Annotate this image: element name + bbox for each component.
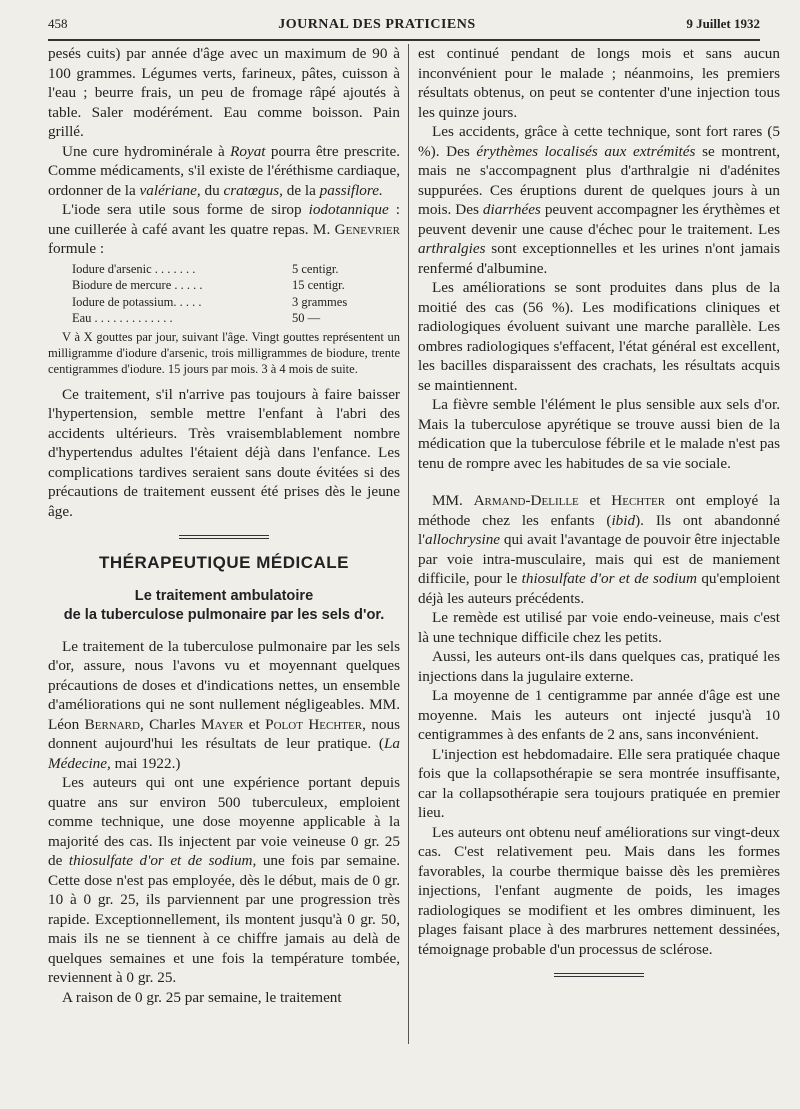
issue-date: 9 Juillet 1932 bbox=[686, 16, 760, 31]
paragraph: Les auteurs ont obtenu neuf améliorations sur vingt-deux cas. C'est relativement peu. Mais dans les formes favorables, la courbe thermique baisse dès les premières injections, l'enfant augmente de poids, les images radiologiques se modifient et les ombres diminuent, les plages faisant place à des marbrures nettement dessinées, témoignage probable d'un processus de sclérose. bbox=[418, 823, 780, 958]
paragraph: La fièvre semble l'élément le plus sensible aux sels d'or. Mais la tuberculose apyrétique se trouve aussi bien de la médication que la tuberculose fébrile et le malade n'est pas tenu de rompre avec les habitudes de sa vie sociale. bbox=[418, 396, 780, 472]
spacer bbox=[418, 473, 780, 491]
paragraph: Le traitement de la tuberculose pulmonaire par les sels d'or, assure, nous l'avons vu et moyennant quelques précautions de doses et d'indications nettes, un ensemble d'améliorations qui ne sont nullement négligeables. MM. Léon Bernard, Charles Mayer et Polot Hechter, nous donnent aujourd'hui les résultats de leur pratique. (La Médecine, mai 1922.) bbox=[48, 637, 400, 772]
formula-row: Iodure d'arsenic . . . . . . . 5 centigr. bbox=[72, 261, 339, 276]
section-title: THÉRAPEUTIQUE MÉDICALE bbox=[99, 553, 349, 572]
paragraph: MM. Armand-Delille et Hechter ont employé la méthode chez les enfants (ibid). Ils ont abandonné l'allochrysine qui avait l'avantage de pouvoir être injectable par voie intra-musculaire, mais qui est de maniement difficile, pour le thiosulfate d'or et de sodium qu'emploient déjà les auteurs précédents. bbox=[418, 492, 780, 607]
left-column bbox=[48, 44, 400, 1007]
paragraph: L'injection est hebdomadaire. Elle sera pratiquée chaque fois que la collapsothérapie se sera montrée insuffisante, car la collapsothérapie sera toujours pratiquée en premier lieu. bbox=[418, 745, 780, 821]
section-separator bbox=[179, 535, 269, 539]
paragraph: est continué pendant de longs mois et sans aucun inconvénient pour le malade ; néanmoins, les premiers résultats obtenus, on peut se contenter d'une injection tous les quinze jours. bbox=[418, 45, 780, 121]
formula-row: Biodure de mercure . . . . . 15 centigr. bbox=[72, 278, 345, 292]
paragraph: Aussi, les auteurs ont-ils dans quelques cas, pratiqué les injections dans la jugulaire externe. bbox=[418, 648, 780, 685]
formula-row: Eau . . . . . . . . . . . . . 50 — bbox=[72, 311, 321, 325]
page-header bbox=[48, 16, 760, 41]
paragraph: pesés cuits) par année d'âge avec un maximum de 90 à 100 grammes. Légumes verts, farineux, pâtes, cuisson à l'eau ; beurre frais, un peu de fromage râpé ajoutés à table. Saler modérément. Eau comme boisson. Pain grillé. bbox=[48, 45, 400, 140]
formula-row: Iodure de potassium. . . . . 3 grammes bbox=[72, 294, 348, 309]
article-title: Le traitement ambulatoire de la tuberculose pulmonaire par les sels d'or. bbox=[63, 587, 385, 623]
page-number: 458 bbox=[48, 16, 68, 31]
paragraph: Ce traitement, s'il n'arrive pas toujours à faire baisser l'hypertension, semble mettre l'enfant à l'abri des accidents ultérieurs. Très vraisemblablement nombre d'hypertendus adultes l'étaient déjà dans l'enfance. Les complications tardives seraient sans doute évitées si des précautions de traitement eussent été prises dès le jeune âge. bbox=[48, 385, 400, 520]
column-divider bbox=[408, 44, 409, 1044]
dosage-note: V à X gouttes par jour, suivant l'âge. Vingt gouttes représentent un milligramme d'iodure d'arsenic, trois milligrammes de biodure, trente centigrammes d'iodure. 15 jours par mois. 3 à 4 mois de suite. bbox=[48, 329, 400, 376]
paragraph: Le remède est utilisé par voie endo-veineuse, mais c'est là une technique difficile chez les petits. bbox=[418, 609, 780, 646]
paragraph: Une cure hydrominérale à Royat pourra être prescrite. Comme médicaments, s'il existe de l'éréthisme cardiaque, ordonner de la valériane, du cratœgus, de la passiflore. bbox=[48, 142, 400, 199]
journal-title: JOURNAL DES PRATICIENS bbox=[278, 17, 476, 32]
paragraph: La moyenne de 1 centigramme par année d'âge est une moyenne. Mais les auteurs ont injecté jusqu'à 10 centigrammes à des enfants de 2 ans, sans inconvénient. bbox=[418, 687, 780, 743]
end-separator bbox=[554, 973, 644, 977]
paragraph: A raison de 0 gr. 25 par semaine, le traitement bbox=[62, 988, 342, 1006]
paragraph: Les accidents, grâce à cette technique, sont fort rares (5 %). Des érythèmes localisés aux extrémités se montrent, mais ne s'accompagnent plus d'arthralgie ni d'adénites suppurées. Ces éruptions durent de quelques jours à un mois. Des diarrhées peuvent accompagner les érythèmes et peuvent devenir une cause d'échec pour le traitement. Les arthralgies sont exceptionnelles et les urines n'ont jamais renfermé d'albumine. bbox=[418, 123, 780, 277]
prescription-formula bbox=[72, 261, 400, 327]
right-column bbox=[418, 44, 780, 991]
paragraph: L'iode sera utile sous forme de sirop iodotannique : une cuillerée à café avant les quatre repas. M. Genevrier formule : bbox=[48, 201, 400, 257]
paragraph: Les auteurs qui ont une expérience portant depuis quatre ans sur environ 500 tuberculeux, emploient comme technique, une dose moyenne applicable à la majorité des cas. Ils injectent par voie veineuse 0 gr. 25 de thiosulfate d'or et de sodium, une fois par semaine. Cette dose n'est pas employée, dès le début, mais de 0 gr. 10 à 0 gr. 25, ils parviennent par une progression très rapide. Exceptionnellement, ils montent jusqu'à 0 gr. 50, mais ils ne se tiennent à ce chiffre jamais au delà de quelques semaines et une fois la température tombée, reviennent à 0 gr. 25. bbox=[48, 774, 400, 986]
paragraph: Les améliorations se sont produites dans plus de la moitié des cas (56 %). Les modifications cliniques et radiologiques évoluent suivant une marche parallèle. Les ombres radiologiques s'effacent, l'état général est excellent, les bacilles disparaissent des crachats, les résultats acquis se maintiennent. bbox=[418, 279, 780, 394]
